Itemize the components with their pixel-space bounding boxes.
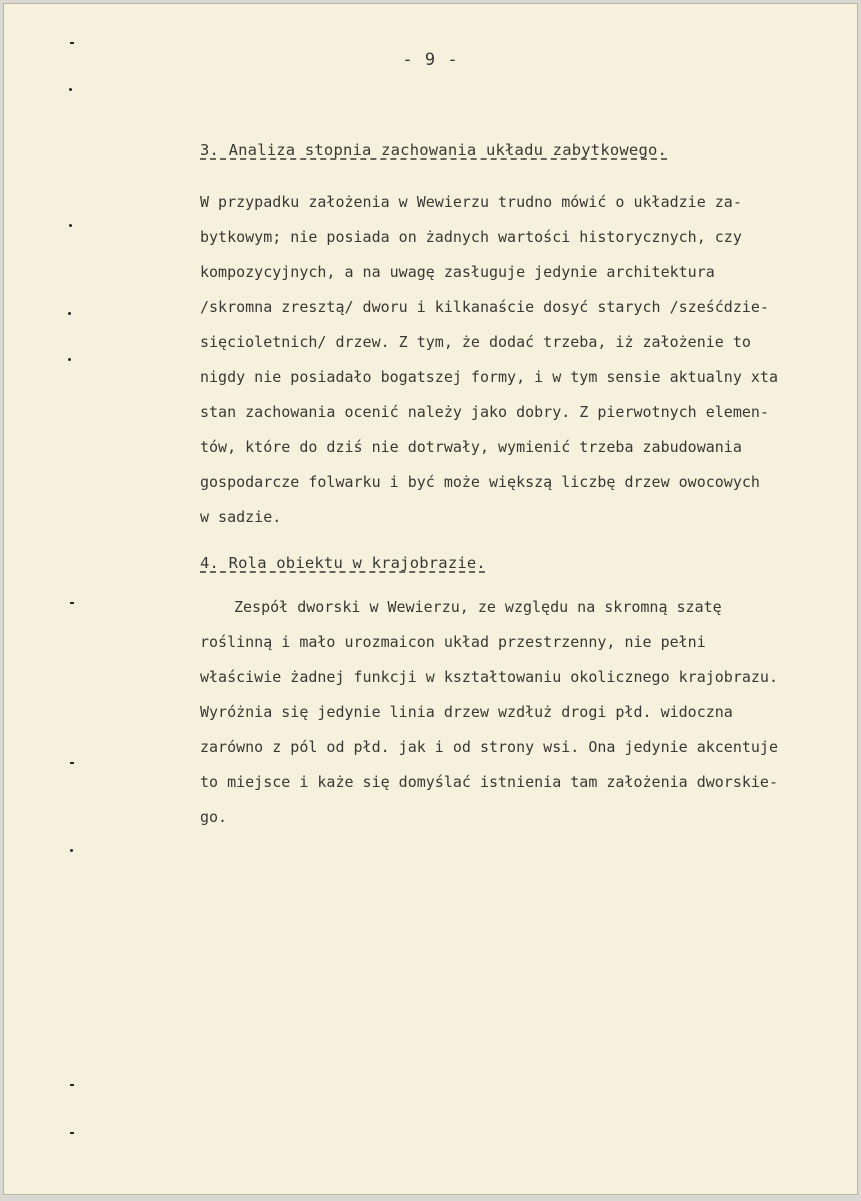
text-line: bytkowym; nie posiada on żadnych wartości historycznych, czy: [200, 228, 742, 246]
text-line: tów, które do dziś nie dotrwały, wymienić trzeba zabudowania: [200, 438, 742, 456]
text-line: Wyróżnia się jedynie linia drzew wzdłuż drogi płd. widoczna: [200, 703, 733, 721]
section-4-paragraph: [200, 590, 778, 835]
text-line: W przypadku założenia w Wewierzu trudno mówić o układzie za-: [200, 193, 742, 211]
text-line: nigdy nie posiadało bogatszej formy, i w tym sensie aktualny xta: [200, 368, 778, 386]
margin-mark: [70, 762, 74, 764]
section-4-heading: 4. Rola obiektu w krajobrazie.: [200, 554, 486, 572]
section-3-heading: 3. Analiza stopnia zachowania układu zabytkowego.: [200, 141, 668, 159]
page-number: - 9 -: [402, 50, 459, 70]
margin-mark: [69, 224, 72, 227]
margin-mark: [70, 602, 74, 604]
section-3-paragraph: [200, 185, 778, 535]
margin-mark: [70, 1084, 74, 1086]
text-line: kompozycyjnych, a na uwagę zasługuje jedynie architektura: [200, 263, 715, 281]
text-line: to miejsce i każe się domyślać istnienia tam założenia dworskie-: [200, 773, 778, 791]
text-line: w sadzie.: [200, 508, 282, 526]
margin-mark: [68, 312, 71, 315]
text-line: gospodarcze folwarku i być może większą liczbę drzew owocowych: [200, 473, 760, 491]
margin-mark: [69, 88, 72, 91]
margin-mark: [70, 1132, 74, 1134]
text-line: go.: [200, 808, 228, 826]
text-line: stan zachowania ocenić należy jako dobry. Z pierwotnych elemen-: [200, 403, 769, 421]
document-page: [3, 3, 858, 1195]
margin-mark: [70, 849, 73, 852]
margin-mark: [70, 42, 74, 44]
text-line: roślinną i mało urozmaicon układ przestrzenny, nie pełni: [200, 633, 706, 651]
text-line: właściwie żadnej funkcji w kształtowaniu okolicznego krajobrazu.: [200, 668, 778, 686]
text-line: sięcioletnich/ drzew. Z tym, że dodać trzeba, iż założenie to: [200, 333, 751, 351]
text-line: zarówno z pól od płd. jak i od strony wsi. Ona jedynie akcentuje: [200, 738, 778, 756]
text-line: /skromna zresztą/ dworu i kilkanaście dosyć starych /sześćdzie-: [200, 298, 769, 316]
text-line: Zespół dworski w Wewierzu, ze względu na skromną szatę: [234, 598, 722, 616]
margin-mark: [68, 358, 71, 361]
